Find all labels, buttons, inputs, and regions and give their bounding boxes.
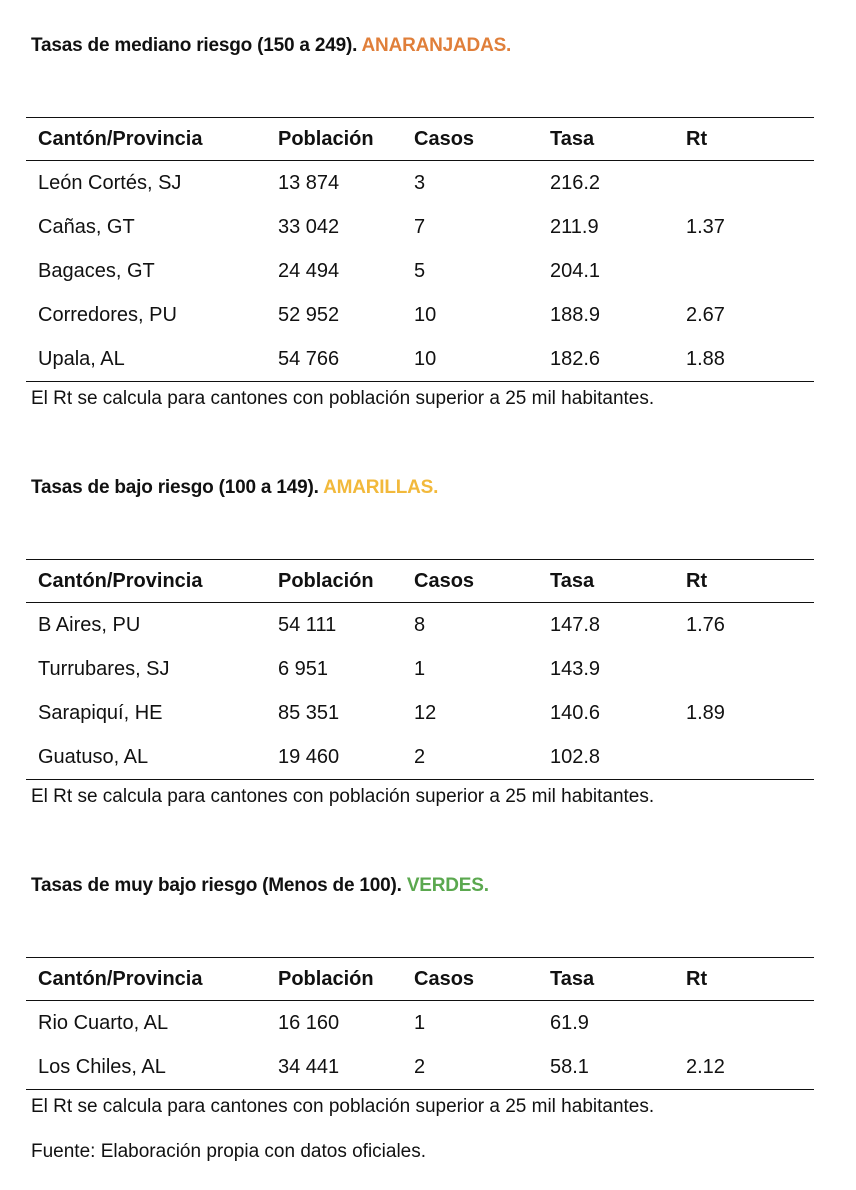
rt-note: El Rt se calcula para cantones con población superior a 25 mil habitantes.: [31, 786, 655, 807]
cell-canton: León Cortés, SJ: [38, 171, 182, 194]
cell-rt: 1.37: [686, 215, 725, 238]
column-header-canton: Cantón/Provincia: [26, 118, 278, 161]
cell-tasa: 58.1: [550, 1045, 686, 1090]
table-row: [26, 1045, 814, 1090]
column-header-rt: Rt: [686, 118, 814, 161]
section-title-very-low-risk: [31, 875, 489, 897]
column-header-poblacion: Población: [278, 118, 414, 161]
cell-poblacion: 54 111: [278, 613, 337, 636]
column-header-casos: Casos: [414, 560, 550, 603]
cell-poblacion: 52 952: [278, 303, 340, 326]
cell-rt: 1.89: [686, 701, 725, 724]
section-title-low-risk: [31, 477, 438, 499]
cell-tasa: 143.9: [550, 657, 601, 680]
cell-rt: [686, 1001, 814, 1046]
table-row: [26, 647, 814, 691]
cell-poblacion: 6 951: [278, 657, 329, 680]
cell-casos: 2: [414, 1045, 550, 1090]
cell-rt: 2.67: [686, 303, 725, 326]
cell-poblacion: 13 874: [278, 171, 340, 194]
very-low-risk-table: [26, 957, 814, 1090]
section-title-medium-risk: [31, 35, 511, 57]
table-header-row: [26, 560, 814, 603]
column-header-tasa: Tasa: [550, 118, 686, 161]
cell-canton: Guatuso, AL: [26, 735, 278, 780]
section-title-text: Tasas de muy bajo riesgo (Menos de 100).: [31, 875, 402, 896]
cell-canton: Bagaces, GT: [38, 259, 155, 282]
cell-rt: [686, 647, 814, 691]
table-header-row: [26, 958, 814, 1001]
risk-color-tag: ANARANJADAS.: [361, 35, 512, 56]
cell-canton: Sarapiquí, HE: [38, 701, 163, 724]
cell-rt: [686, 249, 814, 293]
cell-casos: 10: [414, 337, 550, 382]
column-header-rt: Rt: [686, 560, 814, 603]
table-row: [26, 337, 814, 382]
cell-tasa: 204.1: [550, 259, 601, 282]
column-header-casos: Casos: [414, 958, 550, 1001]
risk-color-tag: AMARILLAS.: [323, 477, 439, 498]
cell-poblacion: 16 160: [278, 1011, 340, 1034]
cell-poblacion: 33 042: [278, 215, 340, 238]
cell-casos: 3: [414, 171, 426, 194]
section-title-text: Tasas de bajo riesgo (100 a 149).: [31, 477, 319, 498]
table-row: [26, 249, 814, 293]
cell-tasa: 102.8: [550, 735, 686, 780]
cell-canton: Rio Cuarto, AL: [38, 1011, 169, 1034]
column-header-rt: Rt: [686, 958, 814, 1001]
table-row: [26, 1001, 814, 1046]
cell-rt: 2.12: [686, 1045, 814, 1090]
cell-tasa: 216.2: [550, 171, 601, 194]
column-header-poblacion: Población: [278, 560, 414, 603]
cell-casos: 12: [414, 701, 437, 724]
cell-casos: 1: [414, 657, 426, 680]
column-header-canton: Cantón/Provincia: [26, 560, 278, 603]
table-row: [26, 293, 814, 337]
cell-rt: 1.88: [686, 337, 814, 382]
table-row: [26, 161, 814, 206]
cell-tasa: 188.9: [550, 303, 601, 326]
table-row: [26, 603, 814, 648]
section-title-text: Tasas de mediano riesgo (150 a 249).: [31, 35, 358, 56]
cell-tasa: 182.6: [550, 337, 686, 382]
column-header-tasa: Tasa: [550, 958, 686, 1001]
cell-poblacion: 85 351: [278, 701, 340, 724]
cell-tasa: 140.6: [550, 701, 601, 724]
cell-casos: 1: [414, 1011, 426, 1034]
column-header-tasa: Tasa: [550, 560, 686, 603]
table-row: [26, 691, 814, 735]
column-header-casos: Casos: [414, 118, 550, 161]
source-note: Fuente: Elaboración propia con datos oficiales.: [31, 1141, 427, 1162]
medium-risk-table: [26, 117, 814, 382]
cell-canton: Turrubares, SJ: [38, 657, 170, 680]
cell-canton: Upala, AL: [26, 337, 278, 382]
column-header-canton: Cantón/Provincia: [26, 958, 278, 1001]
cell-rt: [686, 735, 814, 780]
cell-canton: Corredores, PU: [38, 303, 177, 326]
risk-color-tag: VERDES.: [406, 875, 489, 896]
cell-poblacion: 19 460: [278, 735, 414, 780]
cell-tasa: 147.8: [550, 613, 601, 636]
cell-poblacion: 34 441: [278, 1045, 414, 1090]
column-header-poblacion: Población: [278, 958, 414, 1001]
cell-casos: 5: [414, 259, 426, 282]
cell-casos: 2: [414, 735, 550, 780]
rt-note: El Rt se calcula para cantones con población superior a 25 mil habitantes.: [31, 1096, 655, 1117]
rt-note: El Rt se calcula para cantones con población superior a 25 mil habitantes.: [31, 388, 655, 409]
table-row: [26, 205, 814, 249]
cell-casos: 7: [414, 215, 426, 238]
cell-poblacion: 24 494: [278, 259, 340, 282]
cell-canton: B Aires, PU: [38, 613, 141, 636]
cell-canton: Cañas, GT: [38, 215, 135, 238]
low-risk-table: [26, 559, 814, 780]
cell-rt: 1.76: [686, 613, 725, 636]
cell-casos: 8: [414, 613, 426, 636]
cell-poblacion: 54 766: [278, 337, 414, 382]
cell-canton: Los Chiles, AL: [26, 1045, 278, 1090]
table-header-row: [26, 118, 814, 161]
table-row: [26, 735, 814, 780]
cell-casos: 10: [414, 303, 437, 326]
cell-tasa: 211.9: [550, 215, 599, 238]
cell-rt: [686, 161, 814, 206]
cell-tasa: 61.9: [550, 1011, 589, 1034]
